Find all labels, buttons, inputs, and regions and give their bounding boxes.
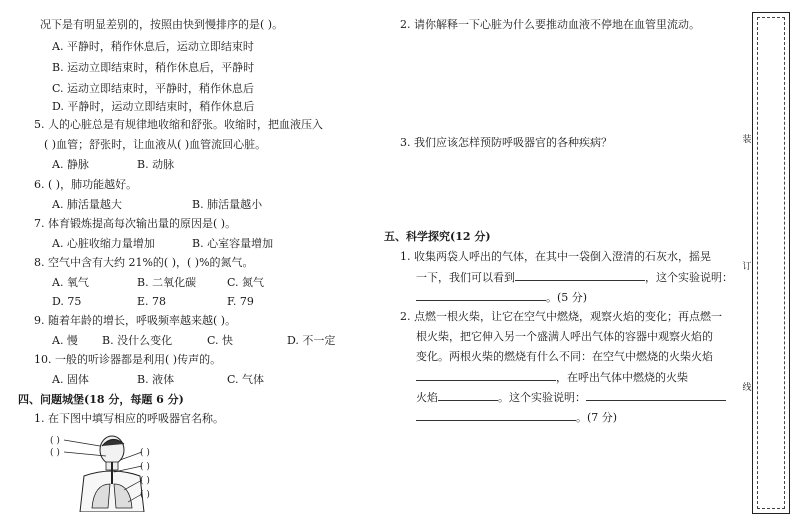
p2-blank-breath-flame[interactable] (438, 390, 498, 401)
diagram-blank-4: ( ) (140, 462, 150, 472)
q9-options (52, 334, 335, 348)
q2-stem: 2. 请你解释一下心脏为什么要推动血液不停地在血管里流动。 (400, 18, 700, 31)
respiratory-diagram (50, 432, 170, 512)
p2-line1: 2. 点燃一根火柴，让它在空气中燃烧，观察火焰的变化；再点燃一 (400, 310, 722, 323)
q8-options-row1 (52, 276, 264, 290)
q7-stem: 7. 体育锻炼提高每次输出量的原因是( )。 (34, 217, 237, 230)
p2-points: 。(7 分) (576, 411, 618, 424)
q5-option-b: B. 动脉 (137, 158, 175, 171)
q4-option-a: A. 平静时，稍作休息后，运动立即结束时 (52, 40, 254, 53)
q7-option-b: B. 心室容量增加 (192, 237, 274, 250)
p2-text-flame: 火焰 (416, 391, 438, 404)
q4-continuation: 况下是有明显差别的，按照由快到慢排序的是( )。 (40, 18, 284, 31)
diagram-blank-1: ( ) (50, 436, 60, 446)
q9-option-a: A. 慢 (52, 334, 78, 347)
q10-option-b: B. 液体 (137, 373, 175, 386)
q7-option-a: A. 心脏收缩力量增加 (52, 237, 155, 250)
p1-blank-observation[interactable] (515, 270, 645, 281)
p2-line5 (416, 390, 726, 405)
q8-option-c: C. 氮气 (227, 276, 265, 289)
p1-line1: 1. 收集两袋人呼出的气体，在其中一袋倒入澄清的石灰水，摇晃 (400, 250, 711, 263)
p2-line3: 变化。两根火柴的燃烧有什么不同：在空气中燃烧的火柴火焰 (416, 350, 713, 363)
q8-stem: 8. 空气中含有大约 21%的( )，( )%的氮气。 (34, 256, 254, 269)
p2-line6 (416, 410, 617, 425)
q8-option-a: A. 氧气 (52, 276, 89, 289)
p1-text-b: ，这个实验说明： (645, 271, 733, 284)
binding-frame (752, 12, 790, 514)
q9-option-c: C. 快 (207, 334, 234, 347)
q10-option-a: A. 固体 (52, 373, 89, 386)
q4-option-b: B. 运动立即结束时，稍作休息后，平静时 (52, 61, 255, 74)
q8-option-f: F. 79 (227, 295, 254, 308)
diagram-blank-5: ( ) (140, 476, 150, 486)
diagram-blank-3: ( ) (140, 448, 150, 458)
q8-option-e: E. 78 (137, 295, 167, 308)
q4-option-c: C. 运动立即结束时，平静时，稍作休息后 (52, 82, 255, 95)
q8-option-b: B. 二氧化碳 (137, 276, 197, 289)
q8-option-d: D. 75 (52, 295, 82, 308)
q10-options (52, 373, 264, 387)
p2-blank-conclusion-2[interactable] (416, 410, 576, 421)
q5-line1: 5. 人的心脏总是有规律地收缩和舒张。收缩时，把血液压入 (34, 118, 323, 131)
q9-stem: 9. 随着年龄的增长，呼吸频率越来越( )。 (34, 314, 237, 327)
q10-stem: 10. 一般的听诊器都是利用( )传声的。 (34, 353, 222, 366)
p2-text-a: ，在呼出气体中燃烧的火柴 (556, 371, 688, 384)
q10-option-c: C. 气体 (227, 373, 265, 386)
q6-options (52, 198, 262, 212)
p2-blank-air-flame[interactable] (416, 370, 556, 381)
binding-label-ding: 订 (742, 262, 752, 272)
binding-dashed-line (757, 17, 785, 509)
section-4-q1: 1. 在下图中填写相应的呼吸器官名称。 (34, 412, 224, 425)
q6-option-b: B. 肺活量越小 (192, 198, 263, 211)
q7-options (52, 237, 273, 251)
diagram-blank-2: ( ) (50, 448, 60, 458)
p1-line2 (416, 270, 733, 285)
q4-option-d: D. 平静时，运动立即结束时，稍作休息后 (52, 100, 255, 113)
section-4-title: 四、问题城堡(18 分，每题 6 分) (18, 393, 184, 406)
p1-text-a: 一下，我们可以看到 (416, 271, 515, 284)
p1-blank-conclusion[interactable] (416, 290, 546, 301)
q3-stem: 3. 我们应该怎样预防呼吸器官的各种疾病？ (400, 136, 612, 149)
diagram-blank-6: ( ) (140, 490, 150, 500)
section-5-title: 五、科学探究(12 分) (384, 230, 491, 243)
q8-options-row2 (52, 295, 254, 309)
q6-option-a: A. 肺活量越大 (52, 198, 122, 211)
q5-line2: ( )血管；舒张时，让血液从( )血管流回心脏。 (44, 138, 267, 151)
q9-option-d: D. 不一定 (287, 334, 336, 347)
q5-options (52, 158, 174, 172)
p2-line4 (416, 370, 688, 385)
q5-option-a: A. 静脉 (52, 158, 89, 171)
q9-option-b: B. 没什么变化 (102, 334, 173, 347)
respiratory-system-illustration (50, 432, 170, 512)
p1-points: 。(5 分) (546, 291, 588, 304)
binding-label-zhuang: 装 (742, 135, 752, 145)
p2-text-b: 。这个实验说明： (498, 391, 586, 404)
p2-line2: 根火柴，把它伸入另一个盛满人呼出气体的容器中观察火焰的 (416, 330, 713, 343)
p2-blank-conclusion-1[interactable] (586, 390, 726, 401)
q6-stem: 6. ( )，肺功能越好。 (34, 178, 138, 191)
p1-line3 (416, 290, 587, 305)
binding-label-xian: 线 (742, 383, 752, 393)
